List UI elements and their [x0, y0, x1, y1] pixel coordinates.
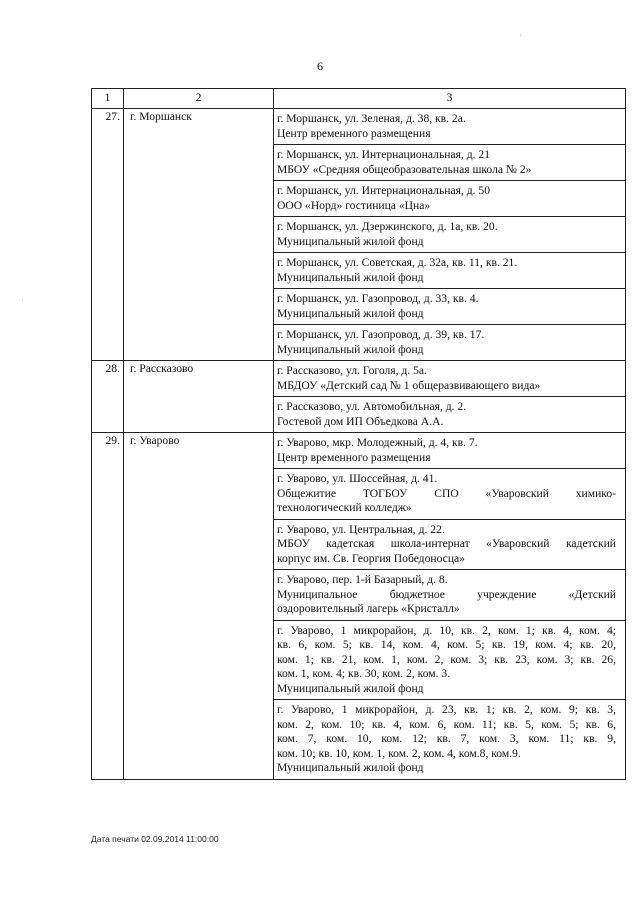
- address-entry: [274, 469, 625, 520]
- address-line: г. Уварово, пер. 1-й Базарный, д. 8.: [277, 573, 448, 586]
- address-line: Муниципальный жилой фонд: [277, 306, 424, 320]
- address-line: Центр временного размещения: [277, 126, 431, 140]
- scan-speck: [22, 300, 23, 301]
- address-line: г. Моршанск, ул. Зеленая, д. 38, кв. 2а.: [277, 112, 466, 125]
- address-line: МБОУ кадетская школа-интернат «Уваровский кадетский: [277, 537, 616, 550]
- address-entry: [274, 145, 625, 181]
- table-row: [92, 433, 626, 780]
- address-line: ком. 10; кв. 10, ком. 1, ком. 2, ком. 4, ком.8, ком.9.: [277, 746, 521, 760]
- address-entry: [274, 570, 625, 621]
- row-number: 28.: [92, 361, 124, 433]
- address-line: МБДОУ «Детский сад № 1 общеразвивающего вида»: [277, 378, 541, 392]
- address-line: ком. 1, ком. 4; кв. 30, ком. 2, ком. 3.: [277, 667, 451, 680]
- address-line: ком. 2, ком. 10; кв. 4, ком. 6, ком. 11; кв. 5, ком. 5; кв. 6,: [277, 717, 616, 731]
- address-line: г. Уварово, ул. Центральная, д. 22.: [277, 522, 445, 536]
- address-line: г. Моршанск, ул. Интернациональная, д. 50: [277, 184, 491, 197]
- address-line: МБОУ «Средняя общеобразовательная школа № 2»: [277, 162, 532, 176]
- address-line: г. Рассказово, ул. Автомобильная, д. 2.: [277, 400, 467, 413]
- address-line: г. Моршанск, ул. Советская, д. 32а, кв. 11, кв. 21.: [277, 256, 518, 269]
- address-line: Муниципальный жилой фонд: [277, 234, 424, 248]
- address-line: г. Моршанск, ул. Газопровод, д. 33, кв. 4.: [277, 292, 479, 305]
- page-number: 6: [317, 59, 323, 73]
- table-row: [92, 361, 626, 433]
- address-entry: [274, 433, 625, 469]
- address-entry: [274, 181, 625, 217]
- address-line: ком. 1; кв. 21, ком. 1, ком. 2, ком. 3; кв. 23, ком. 3; кв. 26,: [277, 652, 616, 666]
- header-col-3: 3: [274, 89, 626, 109]
- address-line: Муниципальный жилой фонд: [277, 681, 424, 695]
- city-name: г. Моршанск: [124, 109, 274, 361]
- address-cell: [274, 433, 626, 780]
- address-line: Муниципальный жилой фонд: [277, 761, 424, 774]
- address-entry: [274, 397, 625, 432]
- address-entry: [274, 361, 625, 397]
- row-number: 29.: [92, 433, 124, 780]
- address-line: Общежитие ТОГБОУ СПО «Уваровский химико-: [277, 486, 616, 500]
- address-entry: [274, 520, 625, 571]
- address-line: г. Уварово, 1 микрорайон, д. 23, кв. 1; кв. 2, ком. 9; кв. 3,: [277, 703, 616, 716]
- city-name: г. Уварово: [124, 433, 274, 780]
- address-line: г. Моршанск, ул. Дзержинского, д. 1а, кв. 20.: [277, 220, 498, 233]
- address-entry: [274, 325, 625, 360]
- address-line: ком. 7, ком. 10, ком. 12; кв. 7, ком. 3, ком. 11; кв. 9,: [277, 732, 616, 745]
- address-entry: [274, 109, 625, 145]
- address-line: технологический колледж»: [277, 501, 412, 514]
- print-date-footer: Дата печати 02.09.2014 11:00:00: [91, 834, 219, 844]
- address-line: корпус им. Св. Георгия Победоносца»: [277, 551, 465, 565]
- address-line: г. Рассказово, ул. Гоголя, д. 5а.: [277, 364, 427, 377]
- addresses-table: [91, 88, 626, 780]
- address-line: кв. 6, ком. 5; кв. 14, ком. 4, ком. 5; кв. 19, ком. 4; кв. 20,: [277, 638, 616, 651]
- address-line: г. Уварово, 1 микрорайон, д. 10, кв. 2, ком. 1; кв. 4, ком. 4;: [277, 623, 616, 637]
- address-line: г. Уварово, ул. Шоссейная, д. 41.: [277, 472, 438, 485]
- address-cell: [274, 361, 626, 433]
- address-line: г. Моршанск, ул. Интернациональная, д. 21: [277, 148, 491, 161]
- address-line: Муниципальный жилой фонд: [277, 342, 424, 356]
- city-name: г. Рассказово: [124, 361, 274, 433]
- table-body: [92, 89, 626, 780]
- address-line: Муниципальный жилой фонд: [277, 270, 424, 284]
- address-entry: [274, 217, 625, 253]
- address-line: Центр временного размещения: [277, 450, 431, 464]
- address-line: г. Моршанск, ул. Газопровод, д. 39, кв. 17.: [277, 328, 485, 341]
- address-entry: [274, 700, 625, 779]
- table-row: [92, 109, 626, 361]
- address-line: Муниципальное бюджетное учреждение «Детский: [277, 587, 616, 601]
- header-col-2: 2: [124, 89, 274, 109]
- address-line: Гостевой дом ИП Объедкова А.А.: [277, 414, 444, 428]
- table-header-row: [92, 89, 626, 109]
- address-entry: [274, 621, 625, 701]
- address-cell: [274, 109, 626, 361]
- address-line: оздоровительный лагерь «Кристалл»: [277, 602, 460, 615]
- row-number: 27.: [92, 109, 124, 361]
- scan-speck: [520, 35, 521, 36]
- address-line: ООО «Норд» гостиница «Цна»: [277, 198, 431, 212]
- address-entry: [274, 253, 625, 289]
- header-col-1: 1: [92, 89, 124, 109]
- address-line: г. Уварово, мкр. Молодежный, д. 4, кв. 7.: [277, 436, 478, 449]
- address-entry: [274, 289, 625, 325]
